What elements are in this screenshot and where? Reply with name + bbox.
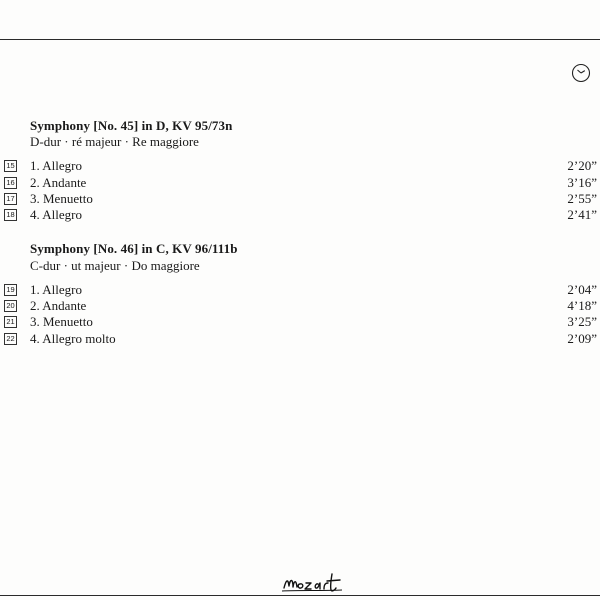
track-row[interactable] (0, 298, 600, 315)
track-title: 2. Andante (30, 175, 87, 190)
track-number: 20 (4, 300, 17, 312)
clock-icon (571, 63, 591, 83)
track-row[interactable] (0, 191, 600, 208)
track-title: 2. Andante (30, 298, 87, 313)
track-row[interactable] (0, 282, 600, 299)
track-duration: 2’09” (567, 331, 597, 346)
track-duration: 2’20” (567, 158, 597, 173)
track-title: 1. Allegro (30, 158, 82, 173)
symphony-keys: C-dur · ut majeur · Do maggiore (30, 258, 200, 273)
track-number: 22 (4, 333, 17, 345)
track-row[interactable] (0, 314, 600, 331)
track-row[interactable] (0, 175, 600, 192)
track-row[interactable] (0, 331, 600, 348)
track-duration: 2’04” (567, 282, 597, 297)
bottom-rule (0, 595, 600, 596)
track-number: 21 (4, 316, 17, 328)
track-number: 16 (4, 177, 17, 189)
track-number: 17 (4, 193, 17, 205)
track-title: 4. Allegro (30, 207, 82, 222)
track-title: 3. Menuetto (30, 314, 93, 329)
track-row[interactable] (0, 207, 600, 224)
track-duration: 4’18” (567, 298, 597, 313)
track-number: 15 (4, 160, 17, 172)
track-duration: 2’55” (567, 191, 597, 206)
mozart-signature (280, 566, 360, 594)
symphony-title: Symphony [No. 45] in D, KV 95/73n (30, 118, 233, 133)
track-title: 4. Allegro molto (30, 331, 116, 346)
top-rule (0, 39, 600, 40)
track-row[interactable] (0, 158, 600, 175)
track-duration: 3’25” (567, 314, 597, 329)
symphony-title: Symphony [No. 46] in C, KV 96/111b (30, 241, 238, 256)
track-number: 18 (4, 209, 17, 221)
track-duration: 3’16” (567, 175, 597, 190)
track-title: 3. Menuetto (30, 191, 93, 206)
track-duration: 2’41” (567, 207, 597, 222)
symphony-keys: D-dur · ré majeur · Re maggiore (30, 134, 199, 149)
track-number: 19 (4, 284, 17, 296)
track-title: 1. Allegro (30, 282, 82, 297)
